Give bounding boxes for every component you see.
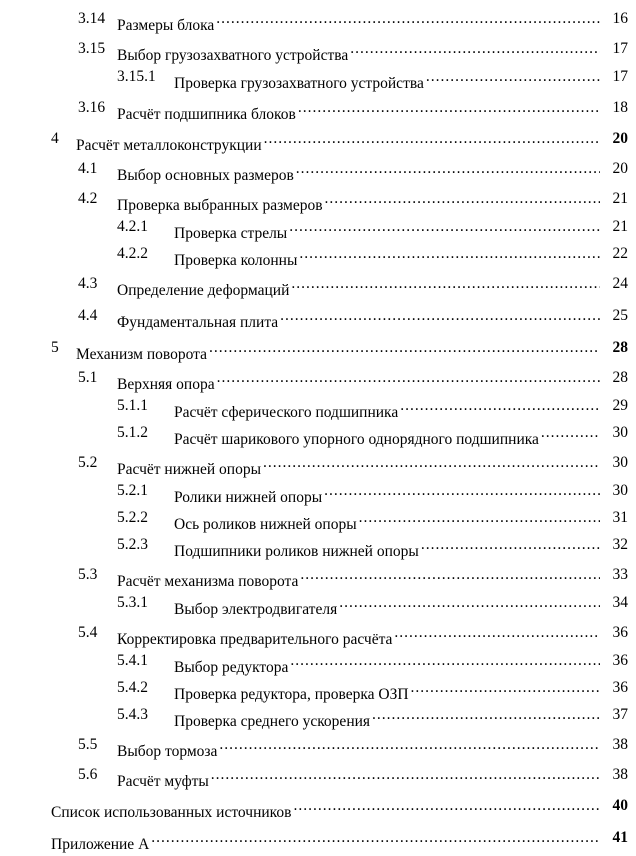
dot-leader (350, 38, 600, 60)
toc-title: Верхняя опора (117, 374, 215, 396)
toc-entry-3-14[interactable] (0, 8, 636, 34)
dot-leader (280, 305, 600, 327)
toc-entry-4-2[interactable] (0, 188, 636, 214)
dot-leader (541, 422, 600, 444)
toc-entry-3-16[interactable] (0, 97, 636, 123)
toc-title: Ролики нижней опоры (174, 487, 322, 509)
dot-leader (426, 66, 600, 88)
dot-leader (289, 216, 600, 238)
toc-entry-5-1-1[interactable] (0, 395, 636, 421)
toc-entry-5-5[interactable] (0, 734, 636, 760)
toc-entry-appendix-a[interactable] (0, 827, 636, 853)
dot-leader (296, 158, 600, 180)
toc-entry-5-2-2[interactable] (0, 507, 636, 533)
toc-title: Выбор редуктора (174, 657, 288, 679)
toc-title: Проверка колонны (174, 250, 297, 272)
toc-number: 5.5 (78, 736, 98, 753)
dot-leader (264, 128, 600, 150)
toc-entry-5-2[interactable] (0, 452, 636, 478)
toc-title: Подшипники роликов нижней опоры (174, 541, 419, 563)
toc-page-number: 17 (612, 68, 628, 85)
toc-entry-5-6[interactable] (0, 764, 636, 790)
toc-title: Расчёт сферического подшипника (174, 402, 398, 424)
toc-page-number: 20 (612, 130, 628, 147)
toc-number: 4.2.2 (117, 245, 148, 262)
toc-title: Расчёт шарикового упорного однорядного подшипника (174, 429, 539, 451)
toc-title: Размеры блока (117, 15, 214, 37)
toc-entry-4-3[interactable] (0, 273, 636, 299)
dot-leader (211, 764, 600, 786)
toc-title: Механизм поворота (76, 344, 207, 366)
dot-leader (411, 677, 600, 699)
toc-number: 5.2.3 (117, 536, 148, 553)
toc-page-number: 31 (612, 509, 628, 526)
toc-page-number: 36 (612, 624, 628, 641)
toc-entry-references[interactable] (0, 795, 636, 821)
toc-page-number: 40 (612, 797, 628, 814)
toc-entry-4-1[interactable] (0, 158, 636, 184)
toc-title: Ось роликов нижней опоры (174, 514, 357, 536)
toc-page-number: 20 (612, 160, 628, 177)
toc-number: 5.2.1 (117, 482, 148, 499)
toc-number: 4.3 (78, 275, 98, 292)
toc-title: Проверка стрелы (174, 223, 287, 245)
toc-page-number: 28 (612, 369, 628, 386)
dot-leader (263, 452, 600, 474)
toc-title: Расчёт муфты (117, 771, 209, 793)
toc-title: Определение деформаций (117, 280, 289, 302)
dot-leader (324, 480, 600, 502)
toc-entry-4-2-2[interactable] (0, 243, 636, 269)
toc-number: 5.6 (78, 766, 98, 783)
toc-entry-5-2-3[interactable] (0, 534, 636, 560)
dot-leader (300, 564, 600, 586)
toc-page-number: 17 (612, 40, 628, 57)
toc-page-number: 16 (612, 10, 628, 27)
toc-number: 3.15.1 (117, 68, 156, 85)
toc-entry-5-4-3[interactable] (0, 704, 636, 730)
toc-number: 4.1 (78, 160, 98, 177)
toc-number: 5.1 (78, 369, 98, 386)
toc-entry-5-3[interactable] (0, 564, 636, 590)
toc-number: 5.3 (78, 566, 98, 583)
toc-page-number: 30 (612, 482, 628, 499)
dot-leader (299, 243, 600, 265)
toc-page-number: 37 (612, 706, 628, 723)
dot-leader (217, 367, 600, 389)
toc-page-number: 30 (612, 454, 628, 471)
toc-page-number: 32 (612, 536, 628, 553)
dot-leader (291, 273, 600, 295)
toc-title: Список использованных источников (51, 802, 291, 824)
toc-page-number: 38 (612, 736, 628, 753)
dot-leader (298, 97, 600, 119)
dot-leader (219, 734, 600, 756)
dot-leader (325, 188, 600, 210)
toc-title: Выбор тормоза (117, 741, 217, 763)
toc-number: 5.2 (78, 454, 98, 471)
dot-leader (372, 704, 600, 726)
toc-title: Расчёт нижней опоры (117, 459, 261, 481)
toc-number: 5.3.1 (117, 594, 148, 611)
toc-page-number: 33 (612, 566, 628, 583)
toc-number: 5 (51, 339, 59, 356)
toc-page-number: 21 (612, 218, 628, 235)
dot-leader (216, 8, 600, 30)
dot-leader (209, 337, 600, 359)
dot-leader (151, 827, 600, 849)
toc-entry-3-15[interactable] (0, 38, 636, 64)
toc-title: Проверка выбранных размеров (117, 195, 323, 217)
toc-number: 3.14 (78, 10, 106, 27)
dot-leader (339, 592, 600, 614)
toc-entry-5-1[interactable] (0, 367, 636, 393)
toc-page-number: 28 (612, 339, 628, 356)
toc-page-number: 24 (612, 275, 628, 292)
toc-title: Расчёт механизма поворота (117, 571, 298, 593)
toc-page-number: 21 (612, 190, 628, 207)
toc-entry-3-15-1[interactable] (0, 66, 636, 92)
toc-page-number: 18 (612, 99, 628, 116)
toc-number: 5.1.1 (117, 397, 148, 414)
toc-entry-4-4[interactable] (0, 305, 636, 331)
toc-title: Проверка грузозахватного устройства (174, 73, 424, 95)
dot-leader (293, 795, 600, 817)
toc-title: Расчёт подшипника блоков (117, 104, 296, 126)
dot-leader (394, 622, 600, 644)
toc-number: 5.1.2 (117, 424, 148, 441)
dot-leader (359, 507, 600, 529)
toc-entry-4-2-1[interactable] (0, 216, 636, 242)
toc-page-number: 36 (612, 652, 628, 669)
toc-entry-5[interactable] (0, 337, 636, 363)
toc-title: Выбор грузозахватного устройства (117, 45, 348, 67)
dot-leader (421, 534, 600, 556)
toc-number: 5.4.3 (117, 706, 148, 723)
toc-page-number: 30 (612, 424, 628, 441)
toc-title: Проверка редуктора, проверка ОЗП (174, 684, 409, 706)
toc-page-number: 41 (612, 829, 628, 846)
toc-number: 4.2.1 (117, 218, 148, 235)
dot-leader (290, 650, 600, 672)
toc-title: Выбор электродвигателя (174, 599, 337, 621)
toc-page-number: 22 (612, 245, 628, 262)
toc-page-number: 25 (612, 307, 628, 324)
toc-entry-5-4[interactable] (0, 622, 636, 648)
toc-number: 5.4 (78, 624, 98, 641)
toc-number: 4 (51, 130, 59, 147)
toc-title: Проверка среднего ускорения (174, 711, 370, 733)
toc-title: Корректировка предварительного расчёта (117, 629, 392, 651)
toc-number: 4.4 (78, 307, 98, 324)
toc-entry-5-2-1[interactable] (0, 480, 636, 506)
toc-number: 3.15 (78, 40, 106, 57)
toc-number: 3.16 (78, 99, 106, 116)
toc-title: Расчёт металлоконструкции (76, 135, 262, 157)
toc-number: 5.4.2 (117, 679, 148, 696)
toc-number: 4.2 (78, 190, 98, 207)
toc-entry-5-3-1[interactable] (0, 592, 636, 618)
toc-number: 5.2.2 (117, 509, 148, 526)
toc-entry-5-1-2[interactable] (0, 422, 636, 448)
toc-page-number: 34 (612, 594, 628, 611)
toc-title: Приложение А (51, 834, 149, 856)
toc-page-number: 29 (612, 397, 628, 414)
dot-leader (400, 395, 600, 417)
toc-title: Выбор основных размеров (117, 165, 294, 187)
toc-title: Фундаментальная плита (117, 312, 278, 334)
toc-page-number: 38 (612, 766, 628, 783)
toc-entry-4[interactable] (0, 128, 636, 154)
toc-entry-5-4-1[interactable] (0, 650, 636, 676)
toc-number: 5.4.1 (117, 652, 148, 669)
toc-entry-5-4-2[interactable] (0, 677, 636, 703)
toc-page-number: 36 (612, 679, 628, 696)
